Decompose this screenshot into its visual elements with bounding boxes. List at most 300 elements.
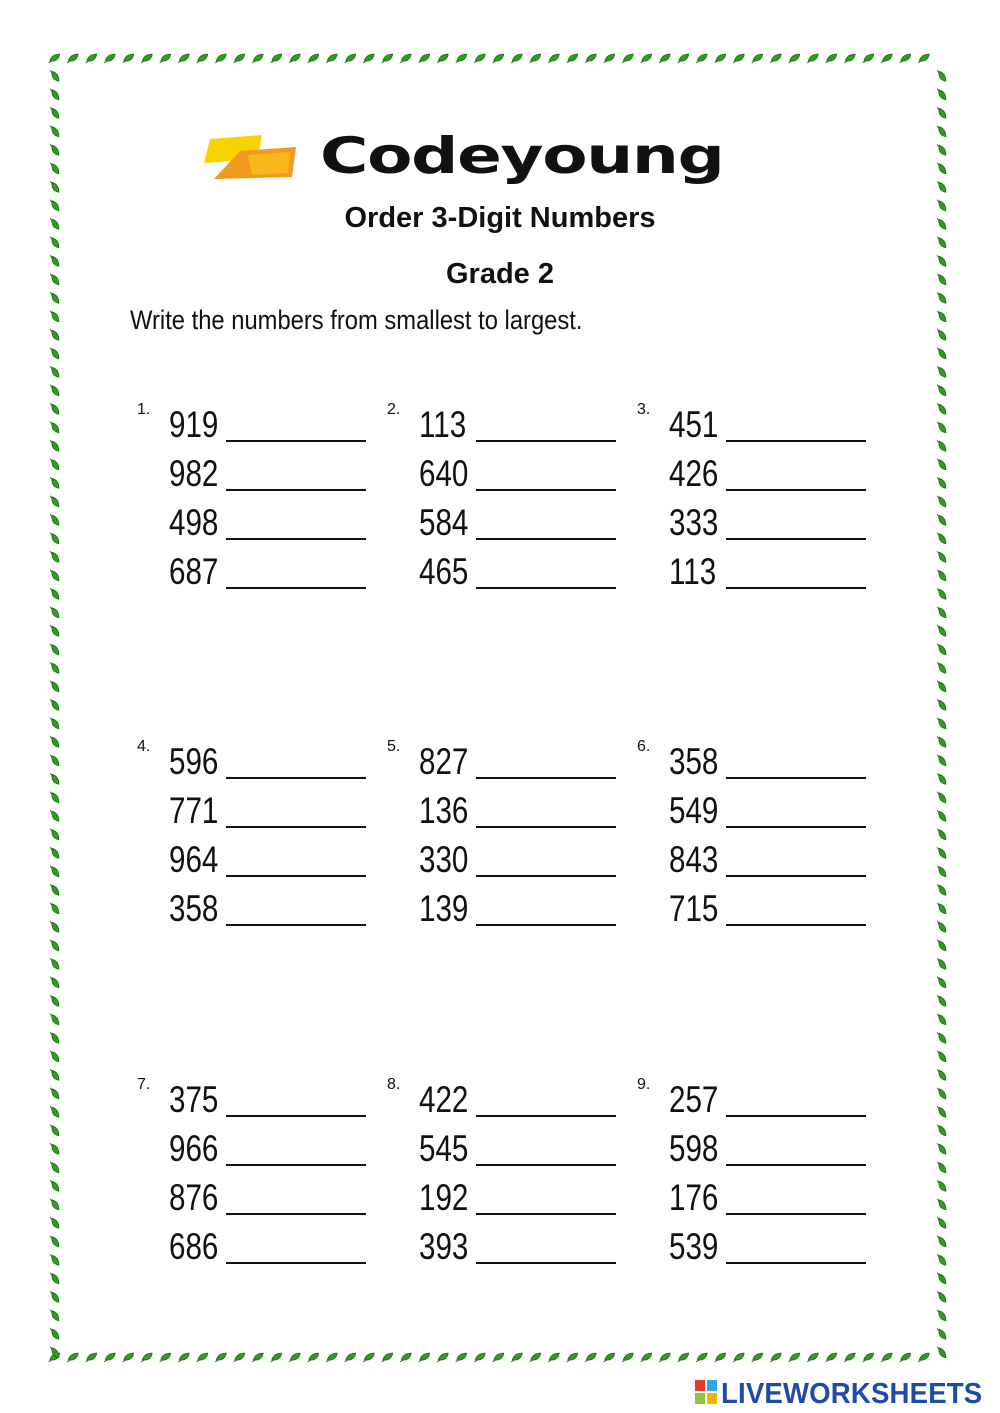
leaf — [936, 623, 947, 638]
leaf — [509, 1352, 524, 1363]
leaf — [49, 864, 60, 879]
leaf — [936, 1086, 947, 1101]
leaf — [287, 1352, 302, 1363]
answer-blank[interactable] — [726, 440, 866, 442]
answer-blank[interactable] — [726, 538, 866, 540]
leaf — [694, 53, 709, 64]
problem-number: 5. — [387, 738, 401, 755]
number-value: 686 — [169, 1226, 219, 1267]
number-value: 876 — [169, 1177, 219, 1218]
answer-blank[interactable] — [226, 587, 366, 589]
leaf — [768, 53, 783, 64]
leaf — [84, 1352, 99, 1363]
leaf — [49, 105, 60, 120]
leaf — [546, 1352, 561, 1363]
leaf — [49, 549, 60, 564]
leaf — [306, 53, 321, 64]
leaf — [49, 623, 60, 638]
leaf — [49, 512, 60, 527]
answer-blank[interactable] — [476, 1115, 616, 1117]
leaf — [936, 1030, 947, 1045]
leaf — [324, 1352, 339, 1363]
leaf — [398, 1352, 413, 1363]
leaf — [472, 1352, 487, 1363]
leaf — [49, 1271, 60, 1286]
leaf — [49, 1030, 60, 1045]
leaf — [49, 1104, 60, 1119]
leaf — [713, 1352, 728, 1363]
problem-number: 2. — [387, 401, 401, 418]
leaf — [787, 1352, 802, 1363]
problem-number: 4. — [137, 738, 151, 755]
leaf — [158, 1352, 173, 1363]
leaf — [250, 53, 265, 64]
problem-number: 9. — [637, 1076, 651, 1093]
number-value: 539 — [669, 1226, 719, 1267]
leaf — [269, 53, 284, 64]
leaf — [102, 53, 117, 64]
leaf — [176, 53, 191, 64]
leaf — [936, 309, 947, 324]
leaf — [380, 1352, 395, 1363]
leaf — [936, 457, 947, 472]
number-value: 843 — [669, 839, 719, 880]
leaf — [380, 53, 395, 64]
leaf — [879, 1352, 894, 1363]
problem-number: 3. — [637, 401, 651, 418]
leaf — [936, 1345, 947, 1360]
number-value: 257 — [669, 1079, 719, 1120]
leaf — [936, 716, 947, 731]
leaf — [936, 475, 947, 490]
leaf — [49, 568, 60, 583]
leaf — [195, 1352, 210, 1363]
leaf — [49, 1160, 60, 1175]
number-value: 192 — [419, 1177, 469, 1218]
leaf — [509, 53, 524, 64]
leaf — [49, 938, 60, 953]
leaf — [936, 494, 947, 509]
leaf — [936, 642, 947, 657]
number-value: 827 — [419, 741, 469, 782]
leaf — [49, 679, 60, 694]
leaf — [417, 53, 432, 64]
leaf — [936, 993, 947, 1008]
leaf — [49, 1197, 60, 1212]
leaf — [898, 53, 913, 64]
number-value: 136 — [419, 790, 469, 831]
answer-blank[interactable] — [476, 1213, 616, 1215]
answer-blank[interactable] — [226, 1262, 366, 1264]
number-value: 549 — [669, 790, 719, 831]
leaf — [936, 753, 947, 768]
leaf — [361, 1352, 376, 1363]
leaf — [657, 1352, 672, 1363]
leaf — [936, 734, 947, 749]
answer-blank[interactable] — [226, 1164, 366, 1166]
leaf — [49, 142, 60, 157]
leaf — [47, 53, 62, 64]
leaf — [824, 53, 839, 64]
number-value: 393 — [419, 1226, 469, 1267]
leaf — [565, 1352, 580, 1363]
leaf — [49, 438, 60, 453]
leaf — [528, 1352, 543, 1363]
leaf — [676, 1352, 691, 1363]
leaf — [936, 1271, 947, 1286]
leaf — [49, 605, 60, 620]
leaf — [916, 53, 931, 64]
leaf — [936, 1067, 947, 1082]
leaf — [528, 53, 543, 64]
leaf — [936, 827, 947, 842]
leaf — [936, 1141, 947, 1156]
liveworksheets-wordmark: LIVEWORKSHEETS — [721, 1378, 983, 1410]
leaf — [49, 1067, 60, 1082]
leaf — [936, 1049, 947, 1064]
leaf — [768, 1352, 783, 1363]
problem-number: 6. — [637, 738, 651, 755]
codeyoung-logo-mark — [200, 133, 310, 188]
leaf — [213, 53, 228, 64]
answer-blank[interactable] — [226, 777, 366, 779]
leaf — [936, 679, 947, 694]
leaf — [936, 531, 947, 546]
leaf — [879, 53, 894, 64]
leaf — [491, 1352, 506, 1363]
leaf — [49, 1141, 60, 1156]
answer-blank[interactable] — [226, 489, 366, 491]
leaf — [936, 845, 947, 860]
leaf — [936, 383, 947, 398]
leaf — [936, 975, 947, 990]
number-value: 596 — [169, 741, 219, 782]
number-value: 584 — [419, 502, 469, 543]
leaf — [713, 53, 728, 64]
leaf — [936, 1252, 947, 1267]
leaf — [936, 1178, 947, 1193]
answer-blank[interactable] — [226, 1115, 366, 1117]
leaf — [805, 1352, 820, 1363]
number-value: 771 — [169, 790, 219, 831]
leaf — [306, 1352, 321, 1363]
number-value: 113 — [419, 404, 467, 445]
leaf — [49, 1178, 60, 1193]
leaf — [287, 53, 302, 64]
leaf — [731, 1352, 746, 1363]
leaf — [936, 1160, 947, 1175]
leaf — [49, 716, 60, 731]
leaf — [787, 53, 802, 64]
leaf — [936, 605, 947, 620]
leaf — [620, 1352, 635, 1363]
leaf — [472, 53, 487, 64]
leaf — [49, 1049, 60, 1064]
leaf — [936, 1197, 947, 1212]
leaf — [936, 1012, 947, 1027]
leaf — [936, 1289, 947, 1304]
number-value: 715 — [669, 888, 719, 929]
codeyoung-logo — [200, 127, 810, 188]
answer-blank[interactable] — [476, 826, 616, 828]
leaf — [936, 179, 947, 194]
leaf — [824, 1352, 839, 1363]
answer-blank[interactable] — [226, 875, 366, 877]
leaf — [65, 1352, 80, 1363]
leaf — [936, 161, 947, 176]
leaf — [49, 161, 60, 176]
number-value: 426 — [669, 453, 719, 494]
leaf — [49, 919, 60, 934]
leaf — [49, 771, 60, 786]
number-value: 465 — [419, 551, 469, 592]
leaf — [435, 53, 450, 64]
leaf — [49, 309, 60, 324]
leaf — [361, 53, 376, 64]
leaf — [49, 845, 60, 860]
leaf — [49, 383, 60, 398]
leaf — [546, 53, 561, 64]
leaf — [49, 642, 60, 657]
leaf — [936, 68, 947, 83]
leaf — [936, 1104, 947, 1119]
leaf — [936, 790, 947, 805]
leaf — [936, 938, 947, 953]
answer-blank[interactable] — [726, 875, 866, 877]
leaf — [49, 697, 60, 712]
number-value: 919 — [169, 404, 219, 445]
leaf — [49, 1308, 60, 1323]
leaf — [676, 53, 691, 64]
number-value: 176 — [669, 1177, 719, 1218]
leaf — [102, 1352, 117, 1363]
leaf — [565, 53, 580, 64]
leaf — [936, 1234, 947, 1249]
answer-blank[interactable] — [476, 587, 616, 589]
answer-blank[interactable] — [726, 489, 866, 491]
leaf — [936, 290, 947, 305]
number-value: 498 — [169, 502, 219, 543]
answer-blank[interactable] — [476, 875, 616, 877]
leaf — [602, 53, 617, 64]
leaf — [49, 882, 60, 897]
number-value: 422 — [419, 1079, 469, 1120]
leaf — [49, 1289, 60, 1304]
leaf — [936, 956, 947, 971]
answer-blank[interactable] — [726, 1115, 866, 1117]
leaf — [936, 901, 947, 916]
number-value: 640 — [419, 453, 469, 494]
number-value: 687 — [169, 551, 219, 592]
leaf — [49, 790, 60, 805]
answer-blank[interactable] — [726, 1213, 866, 1215]
leaf — [49, 956, 60, 971]
leaf — [49, 1252, 60, 1267]
leaf — [936, 919, 947, 934]
leaf — [861, 1352, 876, 1363]
worksheet-title: Order 3-Digit Numbers — [344, 202, 656, 234]
number-value: 375 — [169, 1079, 219, 1120]
leaf — [657, 53, 672, 64]
leaf — [936, 420, 947, 435]
leaf — [49, 124, 60, 139]
leaf — [49, 531, 60, 546]
leaf — [861, 53, 876, 64]
number-value: 982 — [169, 453, 219, 494]
leaf — [936, 864, 947, 879]
leaf — [898, 1352, 913, 1363]
leaf — [121, 53, 136, 64]
answer-blank[interactable] — [476, 777, 616, 779]
leaf — [936, 401, 947, 416]
leaf — [49, 475, 60, 490]
answer-blank[interactable] — [476, 489, 616, 491]
answer-blank[interactable] — [726, 1262, 866, 1264]
leaf — [324, 53, 339, 64]
leaf — [435, 1352, 450, 1363]
leaf — [805, 53, 820, 64]
leaf — [213, 1352, 228, 1363]
leaf — [583, 53, 598, 64]
leaf — [49, 753, 60, 768]
answer-blank[interactable] — [226, 924, 366, 926]
leaf — [842, 53, 857, 64]
problem-number: 7. — [137, 1076, 151, 1093]
answer-blank[interactable] — [476, 924, 616, 926]
leaf — [49, 827, 60, 842]
answer-blank[interactable] — [476, 538, 616, 540]
leaf — [49, 1012, 60, 1027]
answer-blank[interactable] — [726, 777, 866, 779]
leaf — [936, 1326, 947, 1341]
number-value: 598 — [669, 1128, 719, 1169]
leaf — [916, 1352, 931, 1363]
leaf — [936, 438, 947, 453]
answer-blank[interactable] — [226, 826, 366, 828]
leaf — [49, 734, 60, 749]
answer-blank[interactable] — [726, 826, 866, 828]
leaf — [195, 53, 210, 64]
leaf — [49, 993, 60, 1008]
number-value: 451 — [669, 404, 719, 445]
leaf — [232, 53, 247, 64]
number-value: 333 — [669, 502, 719, 543]
leaf — [639, 53, 654, 64]
leaf — [620, 53, 635, 64]
leaf — [269, 1352, 284, 1363]
leaf — [639, 1352, 654, 1363]
leaf — [49, 235, 60, 250]
leaf — [936, 1123, 947, 1138]
leaf — [936, 808, 947, 823]
answer-blank[interactable] — [726, 587, 866, 589]
answer-blank[interactable] — [226, 440, 366, 442]
leaf — [65, 53, 80, 64]
leaf — [49, 586, 60, 601]
leaf — [343, 1352, 358, 1363]
leaf — [49, 87, 60, 102]
leaf — [139, 1352, 154, 1363]
leaf — [49, 420, 60, 435]
leaf — [936, 660, 947, 675]
leaf — [936, 124, 947, 139]
leaf — [121, 1352, 136, 1363]
answer-blank[interactable] — [726, 1164, 866, 1166]
leaf — [602, 1352, 617, 1363]
leaf — [49, 364, 60, 379]
leaf — [49, 1086, 60, 1101]
leaf — [583, 1352, 598, 1363]
leaf — [936, 586, 947, 601]
leaf — [49, 660, 60, 675]
leaf — [936, 346, 947, 361]
leaf — [49, 68, 60, 83]
leaf — [139, 53, 154, 64]
leaf — [936, 235, 947, 250]
problem-number: 1. — [137, 401, 151, 418]
leaf — [936, 327, 947, 342]
leaf — [158, 53, 173, 64]
answer-blank[interactable] — [476, 1164, 616, 1166]
leaf — [49, 1215, 60, 1230]
leaf — [49, 290, 60, 305]
leaf — [250, 1352, 265, 1363]
leaf — [750, 1352, 765, 1363]
leaf — [842, 1352, 857, 1363]
answer-blank[interactable] — [476, 440, 616, 442]
leaf — [936, 512, 947, 527]
leaf — [454, 53, 469, 64]
leaf — [936, 549, 947, 564]
leaf — [417, 1352, 432, 1363]
number-value: 330 — [419, 839, 469, 880]
number-value: 966 — [169, 1128, 219, 1169]
leaf — [49, 1234, 60, 1249]
leaf — [49, 327, 60, 342]
leaf — [936, 771, 947, 786]
leaf — [343, 53, 358, 64]
number-value: 545 — [419, 1128, 469, 1169]
leaf — [49, 179, 60, 194]
leaf — [49, 457, 60, 472]
leaf — [731, 53, 746, 64]
leaf — [49, 1326, 60, 1341]
number-value: 139 — [419, 888, 469, 929]
leaf — [936, 142, 947, 157]
leaf — [49, 808, 60, 823]
number-value: 358 — [169, 888, 219, 929]
liveworksheets-logo-icon — [695, 1380, 719, 1406]
leaf — [936, 87, 947, 102]
number-value: 113 — [669, 551, 717, 592]
leaf — [84, 53, 99, 64]
answer-blank[interactable] — [726, 924, 866, 926]
leaf — [491, 53, 506, 64]
leaf — [936, 697, 947, 712]
answer-blank[interactable] — [226, 538, 366, 540]
logo-wordmark: Codeyoung — [320, 127, 724, 185]
leaf — [398, 53, 413, 64]
answer-blank[interactable] — [226, 1213, 366, 1215]
answer-blank[interactable] — [476, 1262, 616, 1264]
leaf — [936, 1308, 947, 1323]
leaf — [49, 401, 60, 416]
number-value: 358 — [669, 741, 719, 782]
leaf — [936, 364, 947, 379]
leaf — [936, 882, 947, 897]
number-value: 964 — [169, 839, 219, 880]
grade-label: Grade 2 — [446, 258, 554, 290]
